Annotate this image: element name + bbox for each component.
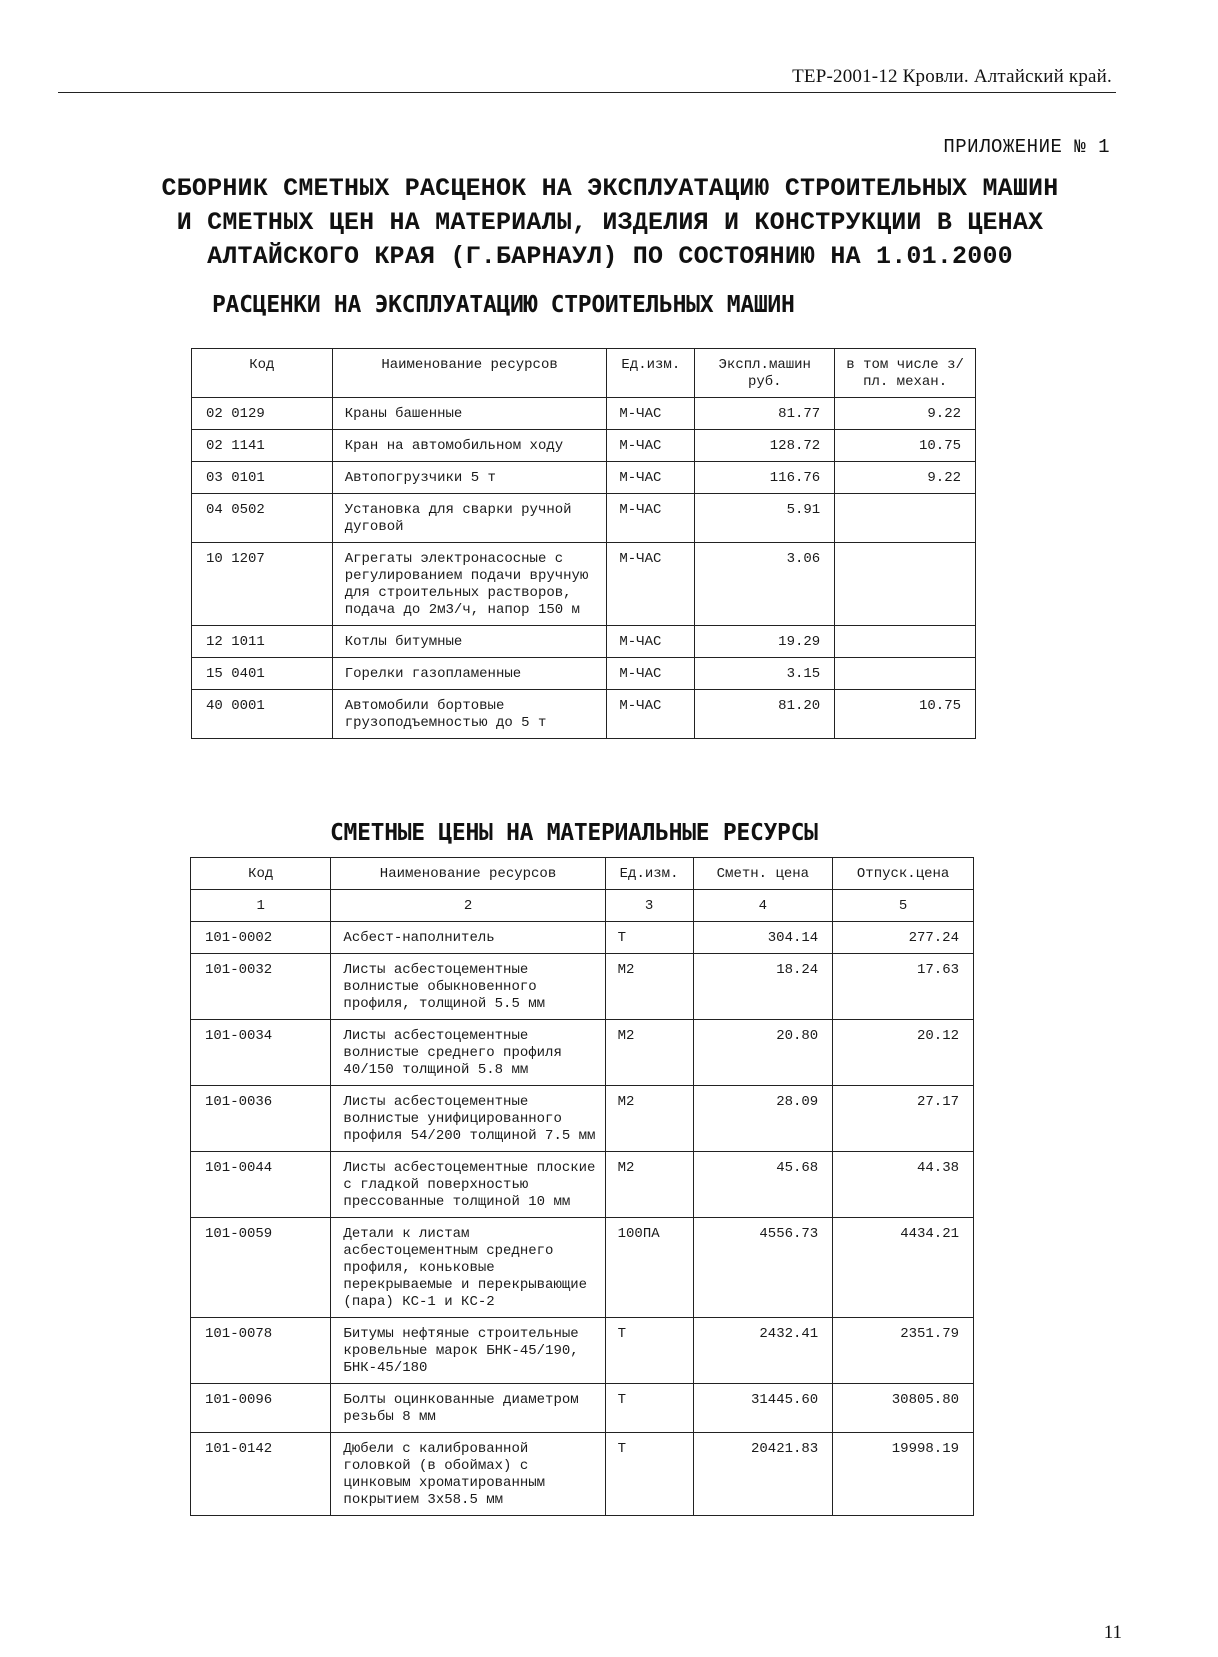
machines-table <box>191 348 976 739</box>
price: 18.24 <box>693 954 833 1020</box>
table-row <box>191 1152 974 1218</box>
column-header: Ед.изм. <box>607 349 695 398</box>
resource-name: Автопогрузчики 5 т <box>332 462 607 494</box>
table-row <box>191 1318 974 1384</box>
column-header: Код <box>192 349 333 398</box>
unit: Т <box>605 1433 693 1516</box>
table-row <box>191 1218 974 1318</box>
table-row <box>192 626 976 658</box>
resource-name: Дюбели с калиброванной головкой (в обоймах) с цинковым хроматированным покрытием 3х58.5 мм <box>331 1433 605 1516</box>
unit: М2 <box>605 954 693 1020</box>
table-row <box>192 430 976 462</box>
resource-code: 12 1011 <box>192 626 333 658</box>
price: 81.77 <box>695 398 835 430</box>
price: 3.06 <box>695 543 835 626</box>
table-header-row <box>191 858 974 890</box>
materials-section-title: СМЕТНЫЕ ЦЕНЫ НА МАТЕРИАЛЬНЫЕ РЕСУРСЫ <box>330 820 818 846</box>
price: 5.91 <box>695 494 835 543</box>
price-2: 27.17 <box>833 1086 974 1152</box>
materials-table <box>190 857 974 1516</box>
machines-section-title: РАСЦЕНКИ НА ЭКСПЛУАТАЦИЮ СТРОИТЕЛЬНЫХ МАШИН <box>212 292 795 318</box>
column-header: в том числе з/пл. механ. <box>835 349 976 398</box>
price-2: 277.24 <box>833 922 974 954</box>
table-row <box>192 398 976 430</box>
column-header: Ед.изм. <box>605 858 693 890</box>
price-2: 10.75 <box>835 430 976 462</box>
price: 81.20 <box>695 690 835 739</box>
resource-code: 101-0142 <box>191 1433 331 1516</box>
resource-code: 10 1207 <box>192 543 333 626</box>
column-number: 4 <box>693 890 833 922</box>
price-2 <box>835 658 976 690</box>
table-row <box>191 954 974 1020</box>
unit: М-ЧАС <box>607 626 695 658</box>
table-row <box>191 1433 974 1516</box>
unit: М-ЧАС <box>607 658 695 690</box>
resource-code: 101-0044 <box>191 1152 331 1218</box>
column-header: Сметн. цена <box>693 858 833 890</box>
price-2: 9.22 <box>835 398 976 430</box>
column-header: Экспл.машин руб. <box>695 349 835 398</box>
resource-name: Битумы нефтяные строительные кровельные марок БНК-45/190, БНК-45/180 <box>331 1318 605 1384</box>
price-2: 17.63 <box>833 954 974 1020</box>
unit: М2 <box>605 1086 693 1152</box>
resource-name: Листы асбестоцементные плоские с гладкой поверхностью прессованные толщиной 10 мм <box>331 1152 605 1218</box>
page-number: 11 <box>1103 1622 1122 1643</box>
column-number-row <box>191 890 974 922</box>
column-header: Наименование ресурсов <box>331 858 605 890</box>
column-header: Код <box>191 858 331 890</box>
resource-code: 101-0036 <box>191 1086 331 1152</box>
price: 28.09 <box>693 1086 833 1152</box>
resource-code: 04 0502 <box>192 494 333 543</box>
table-row <box>192 543 976 626</box>
resource-name: Установка для сварки ручной дуговой <box>332 494 607 543</box>
unit: М-ЧАС <box>607 462 695 494</box>
resource-code: 101-0059 <box>191 1218 331 1318</box>
resource-code: 02 0129 <box>192 398 333 430</box>
resource-name: Краны башенные <box>332 398 607 430</box>
title-line: И СМЕТНЫХ ЦЕН НА МАТЕРИАЛЫ, ИЗДЕЛИЯ И КОНСТРУКЦИИ В ЦЕНАХ <box>176 208 1044 237</box>
resource-name: Листы асбестоцементные волнистые среднего профиля 40/150 толщиной 5.8 мм <box>331 1020 605 1086</box>
unit: М2 <box>605 1152 693 1218</box>
price-2: 44.38 <box>833 1152 974 1218</box>
price: 20.80 <box>693 1020 833 1086</box>
price-2: 30805.80 <box>833 1384 974 1433</box>
price-2: 10.75 <box>835 690 976 739</box>
resource-name: Агрегаты электронасосные с регулированием подачи вручную для строительных растворов, подача до 2м3/ч, напор 150 м <box>332 543 607 626</box>
price-2: 20.12 <box>833 1020 974 1086</box>
resource-name: Автомобили бортовые грузоподъемностью до 5 т <box>332 690 607 739</box>
price: 4556.73 <box>693 1218 833 1318</box>
resource-code: 101-0034 <box>191 1020 331 1086</box>
price-2: 4434.21 <box>833 1218 974 1318</box>
price: 31445.60 <box>693 1384 833 1433</box>
price: 3.15 <box>695 658 835 690</box>
price: 45.68 <box>693 1152 833 1218</box>
resource-name: Детали к листам асбестоцементным среднего профиля, коньковые перекрываемые и перекрывающие (пара) КС-1 и КС-2 <box>331 1218 605 1318</box>
unit: 100ПА <box>605 1218 693 1318</box>
unit: М-ЧАС <box>607 543 695 626</box>
resource-code: 101-0032 <box>191 954 331 1020</box>
title-line: СБОРНИК СМЕТНЫХ РАСЦЕНОК НА ЭКСПЛУАТАЦИЮ СТРОИТЕЛЬНЫХ МАШИН <box>161 174 1059 203</box>
price-2: 19998.19 <box>833 1433 974 1516</box>
column-header: Наименование ресурсов <box>332 349 607 398</box>
resource-name: Кран на автомобильном ходу <box>332 430 607 462</box>
resource-code: 101-0078 <box>191 1318 331 1384</box>
header-text: ТЕР-2001-12 Кровли. Алтайский край. <box>792 66 1112 87</box>
resource-name: Листы асбестоцементные волнистые унифицированного профиля 54/200 толщиной 7.5 мм <box>331 1086 605 1152</box>
resource-name: Асбест-наполнитель <box>331 922 605 954</box>
table-row <box>192 494 976 543</box>
unit: Т <box>605 922 693 954</box>
resource-name: Листы асбестоцементные волнистые обыкновенного профиля, толщиной 5.5 мм <box>331 954 605 1020</box>
table-row <box>192 690 976 739</box>
unit: М2 <box>605 1020 693 1086</box>
running-header <box>58 62 1116 93</box>
resource-code: 101-0002 <box>191 922 331 954</box>
price-2: 2351.79 <box>833 1318 974 1384</box>
column-number: 5 <box>833 890 974 922</box>
table-row <box>191 1384 974 1433</box>
table-row <box>191 922 974 954</box>
resource-code: 03 0101 <box>192 462 333 494</box>
document-title <box>40 172 1180 274</box>
price: 128.72 <box>695 430 835 462</box>
unit: Т <box>605 1384 693 1433</box>
resource-name: Болты оцинкованные диаметром резьбы 8 мм <box>331 1384 605 1433</box>
price: 116.76 <box>695 462 835 494</box>
price: 20421.83 <box>693 1433 833 1516</box>
table-row <box>191 1086 974 1152</box>
price-2 <box>835 543 976 626</box>
table-header-row <box>192 349 976 398</box>
resource-name: Горелки газопламенные <box>332 658 607 690</box>
table-row <box>192 658 976 690</box>
resource-code: 02 1141 <box>192 430 333 462</box>
price: 19.29 <box>695 626 835 658</box>
price: 304.14 <box>693 922 833 954</box>
unit: М-ЧАС <box>607 430 695 462</box>
column-header: Отпуск.цена <box>833 858 974 890</box>
resource-code: 15 0401 <box>192 658 333 690</box>
price-2 <box>835 494 976 543</box>
price: 2432.41 <box>693 1318 833 1384</box>
unit: М-ЧАС <box>607 690 695 739</box>
appendix-label: ПРИЛОЖЕНИЕ № 1 <box>943 136 1110 158</box>
unit: М-ЧАС <box>607 398 695 430</box>
unit: М-ЧАС <box>607 494 695 543</box>
column-number: 2 <box>331 890 605 922</box>
column-number: 3 <box>605 890 693 922</box>
unit: Т <box>605 1318 693 1384</box>
resource-code: 40 0001 <box>192 690 333 739</box>
resource-name: Котлы битумные <box>332 626 607 658</box>
resource-code: 101-0096 <box>191 1384 331 1433</box>
table-row <box>192 462 976 494</box>
table-row <box>191 1020 974 1086</box>
price-2: 9.22 <box>835 462 976 494</box>
price-2 <box>835 626 976 658</box>
title-line: АЛТАЙСКОГО КРАЯ (Г.БАРНАУЛ) ПО СОСТОЯНИЮ НА 1.01.2000 <box>207 242 1013 271</box>
column-number: 1 <box>191 890 331 922</box>
